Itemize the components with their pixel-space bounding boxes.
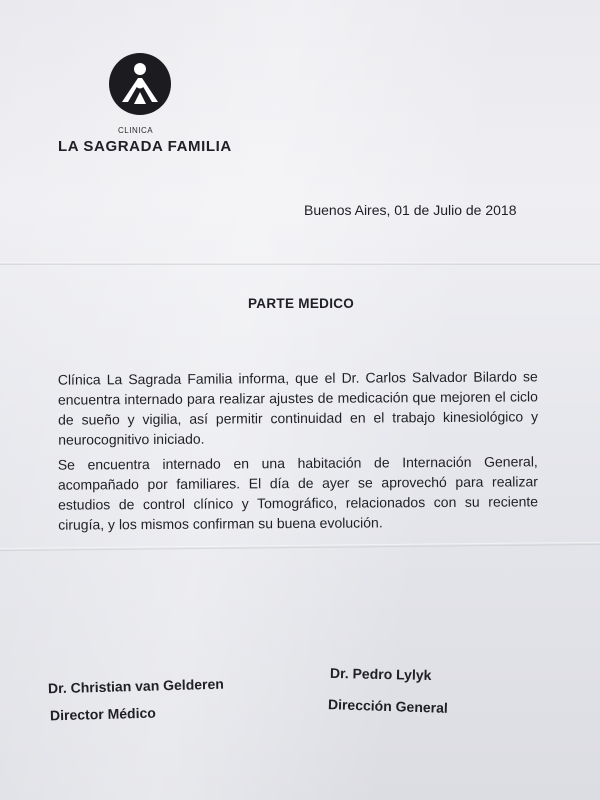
clinic-family-logo-icon: [108, 52, 172, 116]
letter-date: Buenos Aires, 01 de Julio de 2018: [304, 202, 517, 218]
body-paragraph: Se encuentra internado en una habitación de Internación General, acompañado por familiares. El día de ayer se aprovechó para realizar estudios de control clínico y Tomográfico, relacionados con su reciente cirugía, y los mismos confirman su buena evolución.: [57, 453, 539, 533]
signatory-left-title: Director Médico: [49, 704, 157, 724]
body-paragraph: Clínica La Sagrada Familia informa, que el Dr. Carlos Salvador Bilardo se encuentra internado para realizar ajustes de medicación que mejoren el ciclo de sueño y vigilia, así permitir continuidad en el trabajo kinesiológico y neurocognitivo iniciado.: [57, 368, 539, 448]
signatory-right-title: Dirección General: [327, 696, 449, 716]
signatory-right-name: Dr. Pedro Lylyk: [329, 664, 432, 684]
letterhead-clinic-label: CLINICA: [118, 126, 154, 135]
paper-fold-crease: [0, 262, 600, 265]
document-heading: PARTE MEDICO: [248, 296, 355, 311]
signatory-left-name: Dr. Christian van Gelderen: [47, 675, 225, 697]
paper-fold-crease: [0, 542, 600, 551]
letterhead-clinic-name: LA SAGRADA FAMILIA: [58, 138, 232, 155]
